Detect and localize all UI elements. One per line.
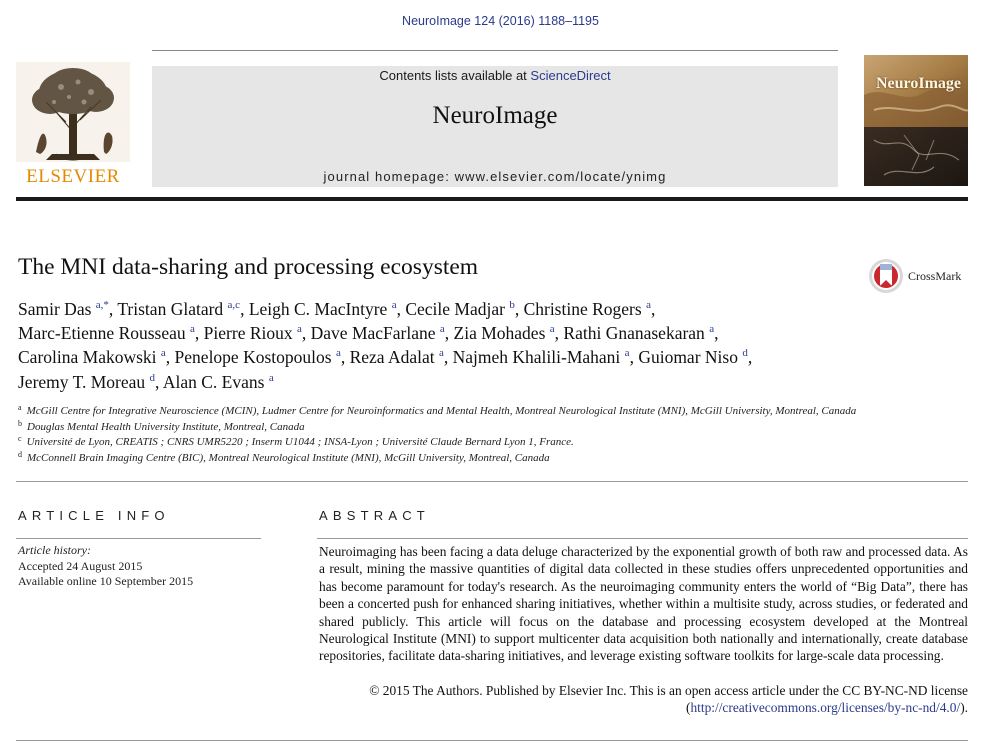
author-affiliation-marker[interactable]: a [624,347,630,360]
article-info-rule [16,538,261,539]
author-separator: , [554,323,564,344]
crossmark-label: CrossMark [908,269,962,283]
author-separator: , [165,347,175,368]
abstract-text: Neuroimaging has been facing a data deluge characterized by the exponential growth of both raw and processed data. As a result, mining the massive quantities of digital data collected in these studies offers unprecedented opportunities and has become paramount for today's research. As the neuroimaging community enters the world of “Big Data”, there has been a concerted push for enhanced sharing initiatives, whether within a multisite study, across studies, or federated and shared publicly. This article will focus on the database and processing ecosystem developed at the Montreal Neurological Institute (MNI) to support multicenter data acquisition both nationally and internationally, create database repositories, facilitate data-sharing initiatives, and leverage existing software toolkits for large-scale data processing. [319,544,968,664]
author-list [18,297,918,394]
author-affiliation-marker[interactable]: a [268,371,274,384]
abstract-heading: ABSTRACT [319,508,430,523]
contents-line [152,68,838,83]
section-rule [16,481,968,482]
author-affiliation-marker[interactable]: a [646,299,651,311]
history-label: Article history: [18,543,91,557]
author-separator: , [444,323,454,344]
author-separator: , [443,347,453,368]
article-history [18,543,263,590]
abstract-rule [317,538,968,539]
affiliation-text: McGill Centre for Integrative Neuroscience (MCIN), Ludmer Centre for Neuroinformatics and Mental Health, Montreal Neurological Institute (MNI), McGill University, Montreal, Canada [26,405,857,417]
footer-rule [16,740,968,741]
affiliation-label: b [18,418,22,428]
author-separator: , [301,323,311,344]
sciencedirect-link[interactable]: ScienceDirect [530,68,611,83]
journal-name[interactable]: NeuroImage [432,102,558,129]
author-name[interactable]: Rathi Gnanasekaran [563,323,705,344]
author-separator: , [194,323,204,344]
license-open-paren: ( [685,700,691,716]
author-separator: , [108,299,118,319]
journal-homepage-link[interactable]: journal homepage: www.elsevier.com/locate/ynimg [323,169,667,184]
author-separator: , [155,371,163,392]
author-affiliation-marker[interactable]: a [709,323,715,336]
affiliation-text: Université de Lyon, CREATIS ; CNRS UMR5220 ; Inserm U1044 ; INSA-Lyon ; Université Claude Bernard Lyon 1, France. [26,436,574,449]
author-affiliation-marker[interactable]: a,* [95,299,109,311]
author-name[interactable]: Guiomar Niso [638,347,738,368]
author-affiliation-marker[interactable]: a [438,347,444,360]
author-affiliation-marker[interactable]: b [509,299,515,311]
author-affiliation-marker[interactable]: a [391,299,397,311]
elsevier-wordmark[interactable]: ELSEVIER [26,166,120,187]
author-name[interactable]: Dave MacFarlane [310,323,436,344]
accepted-date: Accepted 24 August 2015 [18,558,143,573]
journal-banner [152,66,838,187]
author-separator: , [340,347,350,368]
cover-title: NeuroImage [876,75,962,92]
header-top-rule [152,50,838,51]
journal-cover-thumbnail[interactable] [864,55,968,186]
author-separator: , [514,299,524,319]
author-separator: , [747,347,753,368]
author-separator: , [629,347,639,368]
author-affiliation-marker[interactable]: a [160,347,166,360]
affiliation-item [18,435,968,451]
author-name[interactable]: Pierre Rioux [203,323,293,344]
author-separator: , [396,299,406,319]
author-name[interactable]: Marc-Etienne Rousseau [18,323,186,344]
author-affiliation-marker[interactable]: a [439,323,445,336]
author-affiliation-marker[interactable]: a [335,347,341,360]
author-affiliation-marker[interactable]: d [742,347,748,360]
author-name[interactable]: Penelope Kostopoulos [174,347,332,368]
author-name[interactable]: Alan C. Evans [162,371,265,392]
author-name[interactable]: Christine Rogers [523,299,642,319]
author-name[interactable]: Carolina Makowski [18,347,157,368]
author-affiliation-marker[interactable]: a [297,323,302,336]
article-title: The MNI data-sharing and processing ecosystem [18,254,479,280]
author-affiliation-marker[interactable]: a [549,323,555,336]
affiliation-text: McConnell Brain Imaging Centre (BIC), Montreal Neurological Institute (MNI), McGill University, Montreal, Canada [27,452,550,465]
available-date: Available online 10 September 2015 [18,574,194,588]
affiliation-label: a [18,403,22,412]
author-name[interactable]: Zia Mohades [453,323,546,344]
article-info-heading: ARTICLE INFO [18,508,170,523]
contents-prefix: Contents lists available at [379,68,527,83]
affiliation-item [18,451,968,467]
affiliation-label: d [18,450,22,460]
affiliation-item [18,420,968,436]
author-affiliation-marker[interactable]: d [149,371,156,384]
author-affiliation-marker[interactable]: a [190,323,195,336]
crossmark-icon [868,256,904,296]
affiliation-list [18,404,968,467]
affiliation-label: c [18,434,22,444]
crossmark-button[interactable] [868,256,968,298]
author-separator: , [240,299,249,319]
license-text: © 2015 The Authors. Published by Elsevier Inc. This is an open access article under the CC BY-NC-ND license [369,683,968,698]
author-affiliation-marker[interactable]: a,c [227,299,241,311]
author-name[interactable]: Cecile Madjar [405,299,505,319]
author-separator: , [714,323,719,344]
author-name[interactable]: Reza Adalat [349,347,435,368]
author-name[interactable]: Samir Das [18,299,92,319]
journal-citation[interactable]: NeuroImage 124 (2016) 1188–1195 [402,14,599,28]
license-link[interactable]: http://creativecommons.org/licenses/by-nc-nd/4.0/ [690,700,961,716]
author-separator: , [650,299,656,319]
author-name[interactable]: Leigh C. MacIntyre [248,299,388,319]
header-thick-rule [16,197,968,201]
author-name[interactable]: Najmeh Khalili-Mahani [452,347,621,368]
affiliation-item [18,404,968,420]
author-name[interactable]: Tristan Glatard [117,299,224,319]
license-close-paren: ). [960,700,968,716]
affiliation-text: Douglas Mental Health University Institute, Montreal, Canada [27,420,305,433]
author-name[interactable]: Jeremy T. Moreau [18,371,146,392]
license-statement [319,682,968,717]
